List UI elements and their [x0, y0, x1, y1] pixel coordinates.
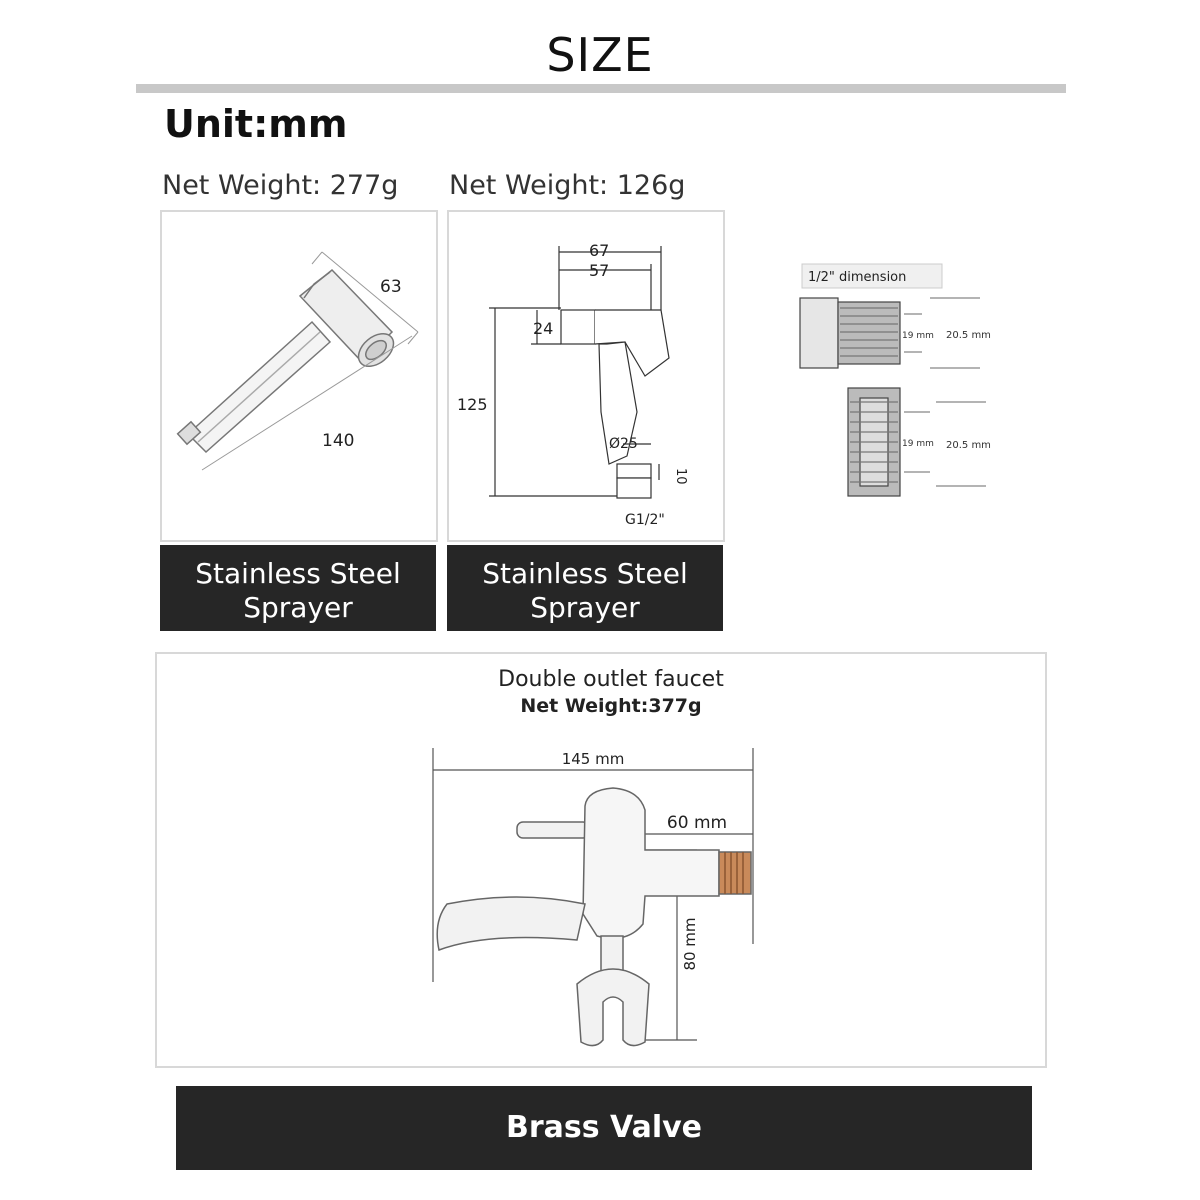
- sprayer-b-drawing: [449, 212, 723, 540]
- faucet-dim-width: 145 mm: [561, 750, 625, 768]
- sprayer-a-drawing-panel: [160, 210, 438, 542]
- sprayer-a-label-line1: Stainless Steel: [195, 557, 401, 590]
- sprayer-b-label-line1: Stainless Steel: [482, 557, 688, 590]
- sprayer-b-label-line2: Sprayer: [530, 591, 640, 624]
- thread-dimension-figure: [790, 262, 1010, 508]
- faucet-dim-depth: 60 mm: [666, 813, 728, 833]
- sprayer-a-dim-width: 63: [380, 277, 402, 297]
- sprayer-b-dim-stem: 10: [673, 468, 688, 485]
- thread-female-inner: 19 mm: [902, 439, 934, 449]
- thread-male-outer: 20.5 mm: [946, 330, 991, 341]
- faucet-label-text: Brass Valve: [505, 1110, 703, 1145]
- thread-male-inner: 19 mm: [902, 331, 934, 341]
- sprayer-a-drawing: [162, 212, 436, 540]
- sprayer-b-dim-neck: Ø25: [609, 436, 638, 452]
- faucet-title: Double outlet faucet: [498, 667, 724, 692]
- thread-female-outer: 20.5 mm: [946, 440, 991, 451]
- sprayer-b-label: [447, 545, 723, 631]
- sprayer-b-weight: Net Weight: 126g: [449, 170, 686, 201]
- thread-spec-title: 1/2" dimension: [808, 270, 907, 285]
- faucet-drawing: [157, 654, 1045, 1066]
- title-divider: [136, 84, 1066, 93]
- unit-label: Unit:mm: [164, 102, 348, 146]
- faucet-weight: Net Weight:377g: [520, 695, 702, 717]
- sprayer-a-label-line2: Sprayer: [243, 591, 353, 624]
- sprayer-a-label: [160, 545, 436, 631]
- page-title: SIZE: [546, 28, 654, 82]
- faucet-label: [176, 1086, 1032, 1170]
- sprayer-b-drawing-panel: [447, 210, 725, 542]
- sprayer-b-dim-thread: G1/2": [625, 512, 665, 528]
- sprayer-b-dim-height: 125: [457, 395, 488, 414]
- thread-dimension-drawing: [790, 262, 1010, 508]
- sprayer-b-dim-head: 24: [533, 319, 554, 338]
- sprayer-a-dim-length: 140: [322, 431, 355, 451]
- sprayer-a-weight: Net Weight: 277g: [162, 170, 399, 201]
- faucet-drawing-panel: [155, 652, 1047, 1068]
- sprayer-b-dim-inner: 57: [589, 261, 610, 280]
- sprayer-b-dim-outer: 67: [589, 241, 610, 260]
- faucet-dim-height: 80 mm: [681, 917, 699, 971]
